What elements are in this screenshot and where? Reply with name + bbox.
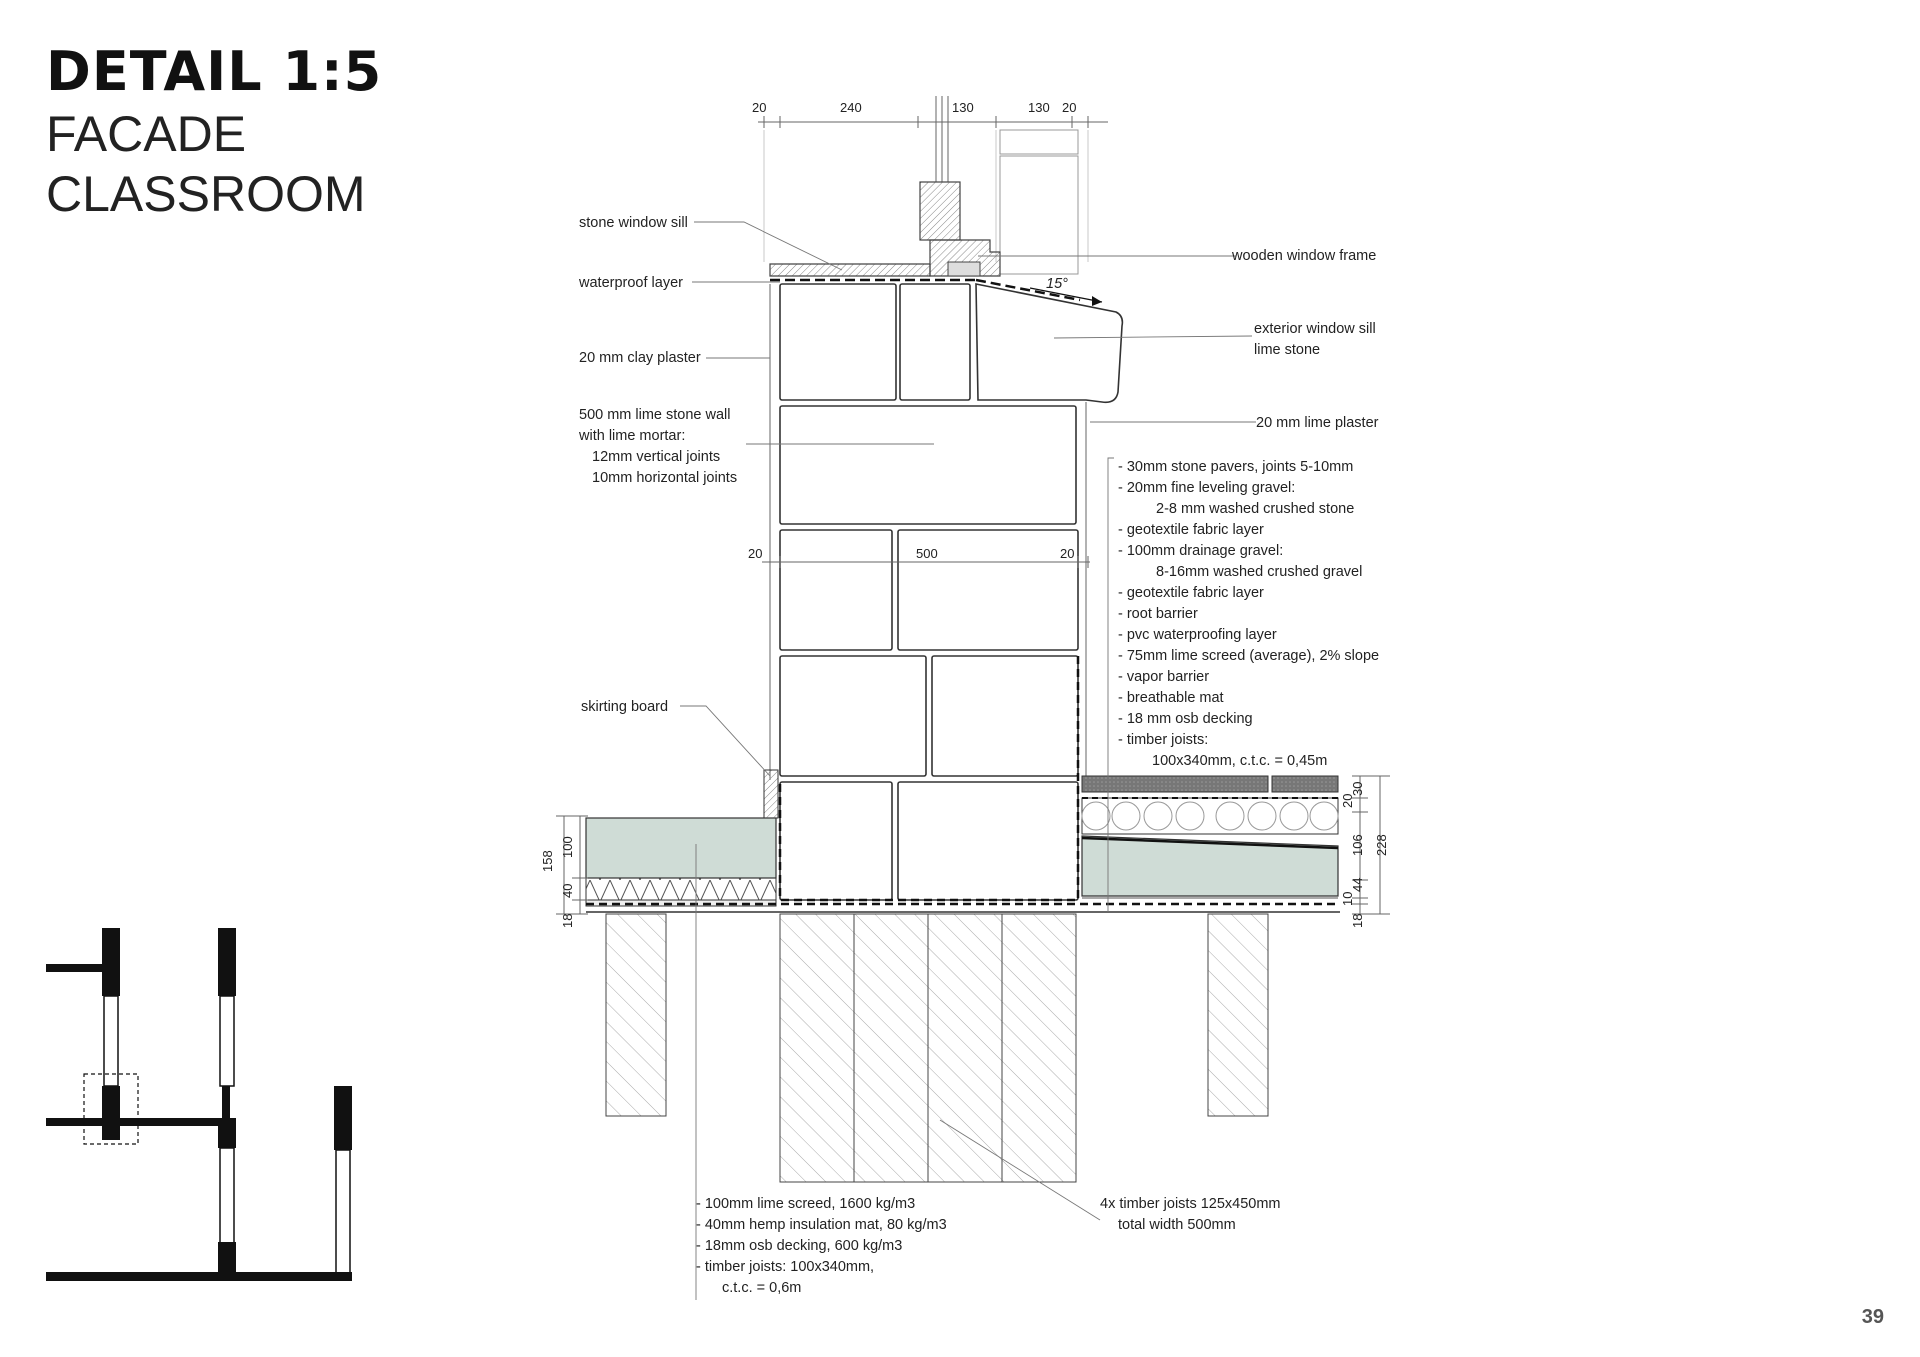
right-dimension-stack bbox=[1340, 776, 1390, 928]
page-title: DETAIL 1:5 bbox=[46, 40, 383, 103]
outdoor-layer-list bbox=[1118, 459, 1379, 769]
key-plan bbox=[46, 928, 352, 1281]
left-dimension-stack bbox=[540, 816, 588, 928]
indoor-layer: - 40mm hemp insulation mat, 80 kg/m3 bbox=[696, 1217, 947, 1233]
label-lime-plaster: 20 mm lime plaster bbox=[1256, 415, 1379, 431]
right-labels bbox=[1231, 248, 1379, 431]
stone-window-sill bbox=[770, 264, 930, 276]
dim-right-228: 228 bbox=[1374, 834, 1389, 856]
dim-right-106: 106 bbox=[1350, 834, 1365, 856]
dim-top-3: 130 bbox=[952, 100, 974, 115]
outdoor-layer: - geotextile fabric layer bbox=[1118, 522, 1264, 538]
outdoor-layer: 8-16mm washed crushed gravel bbox=[1156, 564, 1363, 580]
angle-label: 15° bbox=[1046, 276, 1068, 292]
outdoor-layer: 100x340mm, c.t.c. = 0,45m bbox=[1152, 753, 1328, 769]
skirting-board bbox=[764, 770, 778, 818]
dim-right-30: 30 bbox=[1350, 781, 1365, 796]
window-frame bbox=[920, 96, 1078, 276]
dim-left-40: 40 bbox=[560, 883, 575, 898]
label-waterproof-layer: waterproof layer bbox=[579, 275, 683, 291]
label-exterior-sill-1: exterior window sill bbox=[1254, 321, 1376, 337]
dim-left-100: 100 bbox=[560, 836, 575, 858]
outdoor-layer: - 20mm fine leveling gravel: bbox=[1118, 480, 1296, 496]
dim-top-2: 240 bbox=[840, 100, 862, 115]
dim-right-20: 20 bbox=[1340, 793, 1355, 808]
beam-labels bbox=[1100, 1196, 1281, 1233]
page-subtitle-classroom: CLASSROOM bbox=[46, 166, 366, 222]
outdoor-layer: - 30mm stone pavers, joints 5-10mm bbox=[1118, 459, 1354, 475]
outdoor-floor bbox=[1082, 776, 1338, 898]
indoor-layer: - 18mm osb decking, 600 kg/m3 bbox=[696, 1238, 903, 1254]
page-number: 39 bbox=[1861, 1306, 1884, 1328]
dim-right-44: 44 bbox=[1350, 877, 1365, 892]
top-dimension-line bbox=[752, 100, 1108, 128]
dim-wall-3: 20 bbox=[1060, 546, 1075, 561]
dim-left-158: 158 bbox=[540, 850, 555, 872]
dim-right-18: 18 bbox=[1350, 913, 1365, 928]
page-subtitle-facade: FACADE bbox=[46, 106, 247, 162]
label-skirting-board: skirting board bbox=[581, 699, 669, 715]
label-wall-1: 500 mm lime stone wall bbox=[579, 407, 731, 423]
indoor-layer-list bbox=[696, 1196, 947, 1296]
outdoor-layer: - vapor barrier bbox=[1118, 669, 1210, 685]
label-wall-4: 10mm horizontal joints bbox=[592, 470, 738, 486]
label-wall-2: with lime mortar: bbox=[579, 428, 686, 444]
outdoor-layer: - breathable mat bbox=[1118, 690, 1224, 706]
left-labels bbox=[578, 215, 737, 715]
outdoor-layer: - 18 mm osb decking bbox=[1118, 711, 1253, 727]
label-clay-plaster: 20 mm clay plaster bbox=[579, 350, 701, 366]
timber-joists bbox=[606, 914, 1268, 1182]
label-wall-3: 12mm vertical joints bbox=[592, 449, 721, 465]
dim-top-1: 20 bbox=[752, 100, 767, 115]
label-timber-joists-1: 4x timber joists 125x450mm bbox=[1100, 1196, 1281, 1212]
outdoor-layer: - geotextile fabric layer bbox=[1118, 585, 1264, 601]
dim-wall-1: 20 bbox=[748, 546, 763, 561]
label-exterior-sill-2: lime stone bbox=[1254, 342, 1321, 358]
dim-top-4: 130 bbox=[1028, 100, 1050, 115]
indoor-layer: c.t.c. = 0,6m bbox=[722, 1280, 802, 1296]
outdoor-layer: - pvc waterproofing layer bbox=[1118, 627, 1277, 643]
label-timber-joists-2: total width 500mm bbox=[1118, 1217, 1236, 1233]
outdoor-layer: 2-8 mm washed crushed stone bbox=[1156, 501, 1355, 517]
dim-top-5: 20 bbox=[1062, 100, 1077, 115]
label-wooden-window-frame: wooden window frame bbox=[1232, 248, 1377, 264]
dim-left-18: 18 bbox=[560, 913, 575, 928]
dim-right-10: 10 bbox=[1340, 891, 1355, 906]
indoor-layer: - 100mm lime screed, 1600 kg/m3 bbox=[696, 1196, 916, 1212]
outdoor-layer: - timber joists: bbox=[1118, 732, 1209, 748]
outdoor-layer: - 100mm drainage gravel: bbox=[1118, 543, 1284, 559]
indoor-layer: - timber joists: 100x340mm, bbox=[696, 1259, 875, 1275]
dim-wall-2: 500 bbox=[916, 546, 938, 561]
outdoor-layer: - 75mm lime screed (average), 2% slope bbox=[1118, 648, 1380, 664]
label-stone-window-sill: stone window sill bbox=[579, 215, 688, 231]
outdoor-layer: - root barrier bbox=[1118, 606, 1198, 622]
